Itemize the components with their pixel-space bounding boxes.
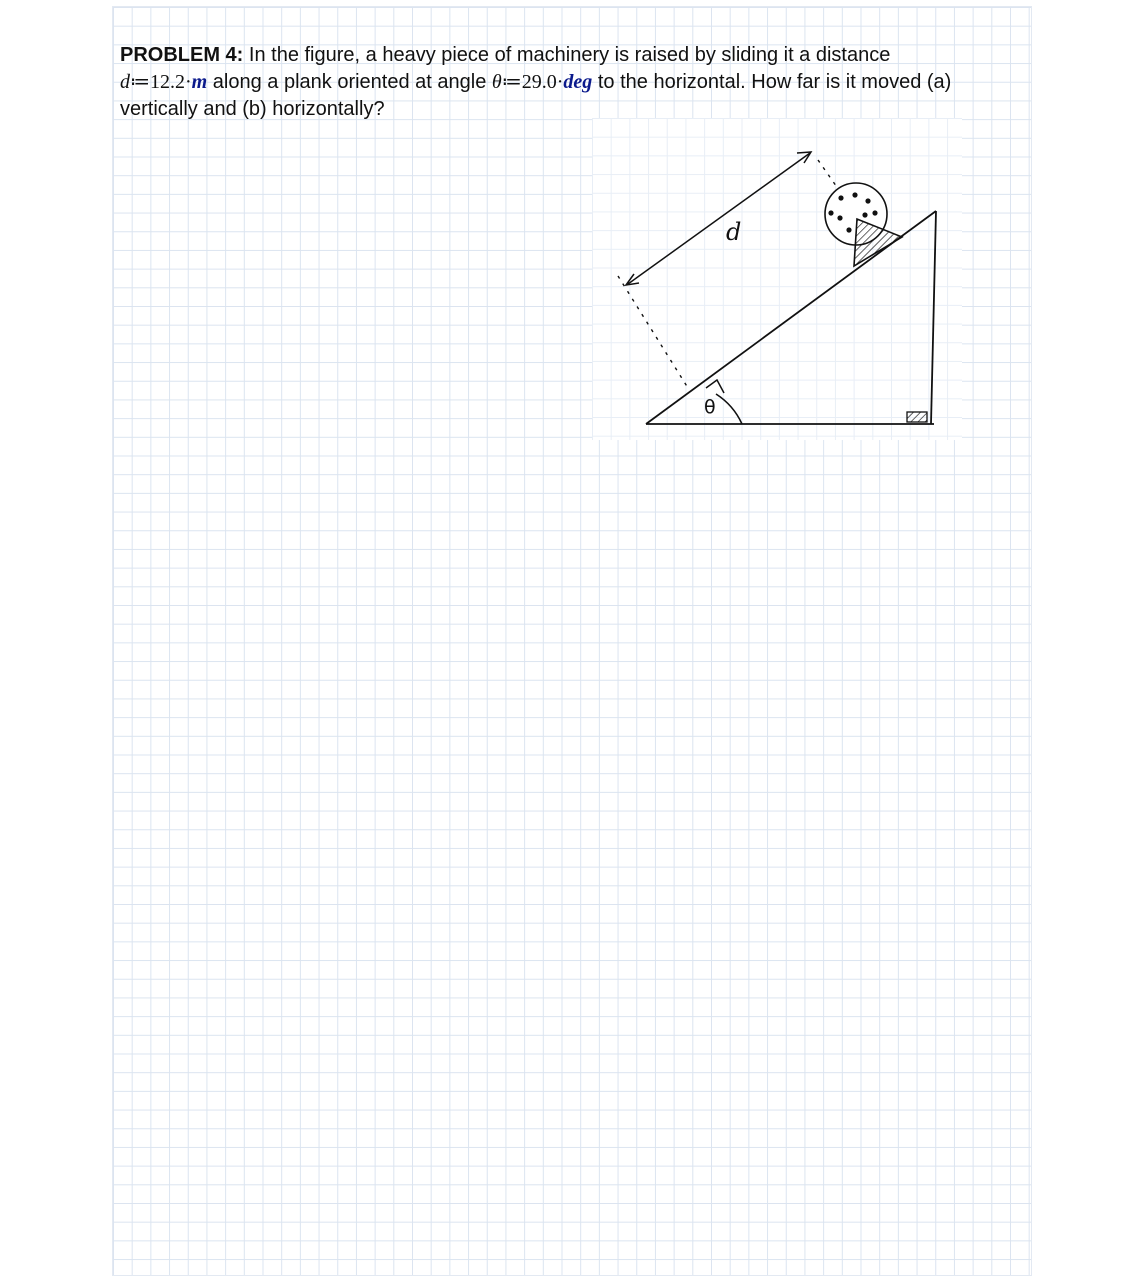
problem-text-part-2: along a plank oriented at angle (207, 71, 492, 93)
angle-assign: ≔ (501, 71, 522, 93)
angle-label: θ (704, 396, 716, 418)
angle-unit: deg (563, 71, 593, 93)
incline-figure-drawing (592, 118, 962, 440)
distance-value: 12.2 (150, 71, 185, 93)
vertical-support-line (931, 211, 936, 424)
problem-text-part-1: In the figure, a heavy piece of machinery is raised by sliding it a distance (243, 44, 891, 66)
distance-definition (120, 71, 207, 93)
distance-symbol: d (120, 71, 130, 93)
angle-dot: · (556, 71, 564, 93)
problem-text-part-3: to the horizontal. How far is it moved (a) vertically and (b) horizontally? (120, 71, 952, 120)
angle-value: 29.0 (521, 71, 557, 93)
problem-statement (120, 42, 1000, 123)
angle-definition (492, 71, 592, 93)
distance-arrow-head-start (626, 274, 639, 285)
problem-heading: PROBLEM 4: (120, 44, 244, 66)
incline-figure (592, 118, 962, 440)
distance-unit: m (191, 71, 208, 93)
distance-dot: · (185, 71, 192, 93)
dashed-extension-start (618, 276, 688, 388)
distance-label: d (726, 218, 742, 246)
angle-arc-arrowhead (706, 380, 724, 393)
distance-assign: ≔ (130, 71, 150, 93)
fixed-support-symbol (907, 412, 927, 422)
angle-symbol: θ (491, 71, 502, 93)
angle-arc (716, 394, 742, 424)
distance-arrow-line (628, 153, 810, 284)
